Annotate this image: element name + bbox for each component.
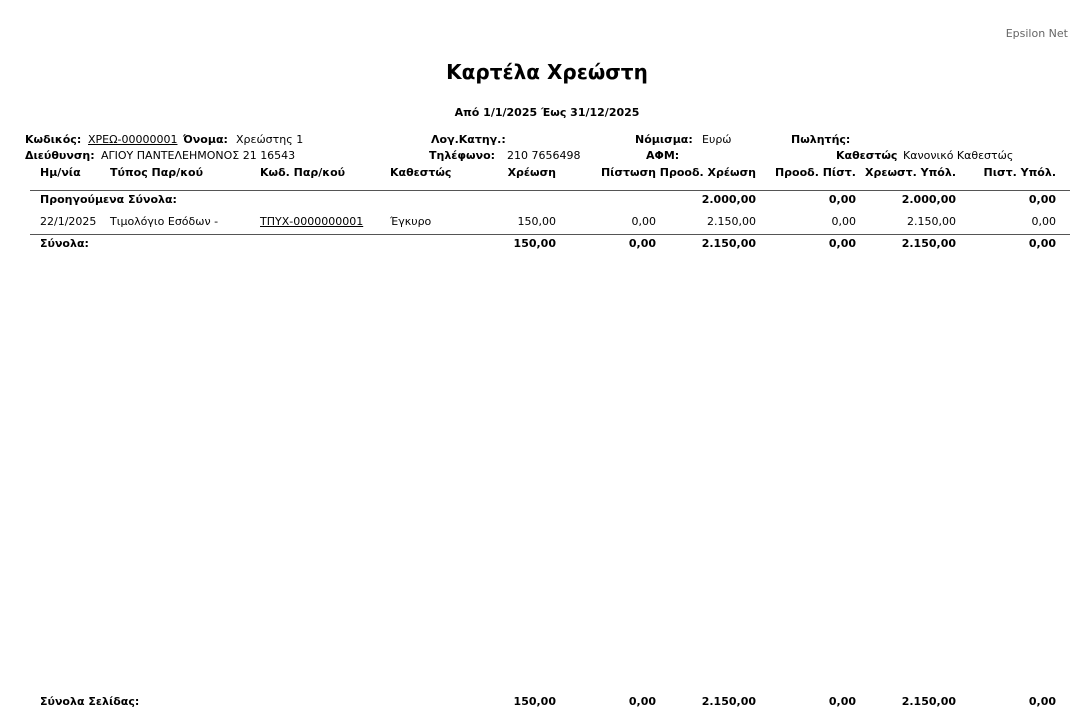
name-value: Χρεώστης 1	[236, 133, 304, 146]
previous-totals-label: Προηγούμενα Σύνολα:	[40, 193, 177, 206]
row-debit: 150,00	[517, 215, 556, 228]
page-totals-debit-balance: 2.150,00	[901, 695, 956, 708]
col-prog-credit-header: Προοδ. Πίστ.	[774, 166, 856, 179]
row-prog-credit: 0,00	[831, 215, 856, 228]
row-prog-debit: 2.150,00	[707, 215, 756, 228]
status-value: Κανονικό Καθεστώς	[903, 149, 1014, 162]
brand-label: Epsilon Net	[1005, 27, 1068, 40]
page-totals-label: Σύνολα Σελίδας:	[40, 695, 140, 708]
phone-label: Τηλέφωνο:	[429, 149, 496, 162]
code-value-link[interactable]: ΧΡΕΩ-00000001	[88, 133, 178, 146]
col-credit-balance-header: Πιστ. Υπόλ.	[983, 166, 1056, 179]
row-status: Έγκυρο	[390, 215, 432, 228]
row-credit: 0,00	[631, 215, 656, 228]
totals-debit: 150,00	[513, 237, 556, 250]
code-label: Κωδικός:	[25, 133, 82, 146]
currency-value: Ευρώ	[702, 133, 732, 146]
page-totals-debit: 150,00	[513, 695, 556, 708]
totals-prog-debit: 2.150,00	[701, 237, 756, 250]
report-period: Από 1/1/2025 Έως 31/12/2025	[454, 106, 640, 119]
row-doc-code-link[interactable]: ΤΠΥΧ-0000000001	[260, 215, 364, 228]
phone-value: 210 7656498	[507, 149, 581, 162]
previous-prog-debit: 2.000,00	[701, 193, 756, 206]
page-totals-credit-balance: 0,00	[1028, 695, 1056, 708]
page-totals-prog-credit: 0,00	[828, 695, 856, 708]
col-debit-balance-header: Χρεωστ. Υπόλ.	[865, 166, 956, 179]
totals-credit-balance: 0,00	[1028, 237, 1056, 250]
totals-divider	[30, 234, 1070, 235]
col-doc-type-header: Τύπος Παρ/κού	[110, 166, 203, 179]
row-credit-balance: 0,00	[1031, 215, 1056, 228]
row-date: 22/1/2025	[40, 215, 97, 228]
seller-label: Πωλητής:	[791, 133, 851, 146]
totals-label: Σύνολα:	[40, 237, 89, 250]
col-status-header: Καθεστώς	[390, 166, 452, 179]
currency-label: Νόμισμα:	[635, 133, 693, 146]
name-label: Όνομα:	[183, 133, 228, 146]
col-date-header: Ημ/νία	[40, 166, 81, 179]
totals-debit-balance: 2.150,00	[901, 237, 956, 250]
report-title: Καρτέλα Χρεώστη	[446, 60, 648, 84]
totals-credit: 0,00	[628, 237, 656, 250]
col-credit-header: Πίστωση	[600, 166, 656, 179]
page-totals-credit: 0,00	[628, 695, 656, 708]
previous-debit-balance: 2.000,00	[901, 193, 956, 206]
address-value: ΑΓΙΟΥ ΠΑΝΤΕΛΕΗΜΟΝΟΣ 21 16543	[101, 149, 296, 162]
address-label: Διεύθυνση:	[25, 149, 95, 162]
status-label: Καθεστώς	[836, 149, 898, 162]
page-totals-prog-debit: 2.150,00	[701, 695, 756, 708]
row-debit-balance: 2.150,00	[907, 215, 956, 228]
row-doc-type: Τιμολόγιο Εσόδων -	[110, 215, 219, 228]
previous-prog-credit: 0,00	[828, 193, 856, 206]
col-prog-debit-header: Προοδ. Χρέωση	[659, 166, 756, 179]
previous-credit-balance: 0,00	[1028, 193, 1056, 206]
totals-prog-credit: 0,00	[828, 237, 856, 250]
account-category-label: Λογ.Κατηγ.:	[431, 133, 506, 146]
vat-label: ΑΦΜ:	[646, 149, 680, 162]
col-debit-header: Χρέωση	[507, 166, 556, 179]
col-doc-code-header: Κωδ. Παρ/κού	[260, 166, 346, 179]
header-divider	[30, 190, 1070, 191]
